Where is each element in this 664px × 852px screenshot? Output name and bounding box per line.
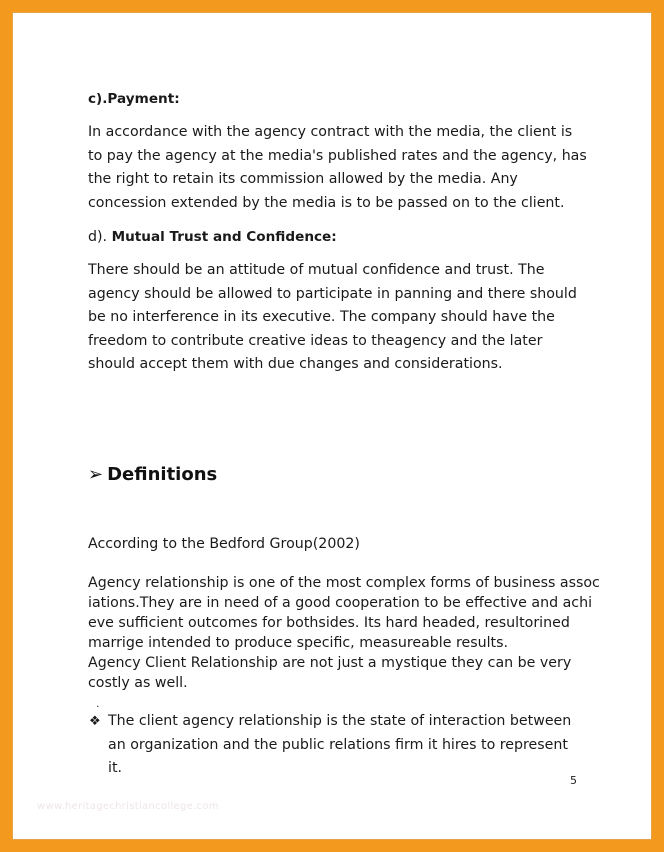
trust-heading-text: Mutual Trust and Confidence: <box>111 229 337 245</box>
definitions-heading <box>88 464 217 485</box>
bullet-text: The client agency relationship is the state of interaction between an organization and the public relations firm it hires to represent it. <box>108 713 572 776</box>
trust-paragraph: There should be an attitude of mutual confidence and trust. The agency should be allowed to participate in panning and there should be no interference in its executive. The company should have the freedom to contribute creative ideas to theagency and the later should accept them with due changes and considerations. <box>88 262 577 372</box>
page-number: 5 <box>570 774 577 787</box>
definitions-line: iations.They are in need of a good cooperation to be effective and achi <box>88 595 593 611</box>
definitions-line: marrige intended to produce specific, measureable results. <box>88 635 508 651</box>
stray-dot: . <box>96 697 100 710</box>
bullet-item <box>89 710 578 781</box>
definitions-line: costly as well. <box>88 675 188 691</box>
trust-heading <box>88 229 337 245</box>
document-page <box>12 12 652 840</box>
diamond-bullet-icon: ❖ <box>89 714 101 729</box>
definitions-line: eve sufficient outcomes for bothsides. Its hard headed, resultorined <box>88 615 570 631</box>
definitions-line: Agency relationship is one of the most complex forms of business assoc <box>88 575 600 591</box>
definitions-source: According to the Bedford Group(2002) <box>88 536 360 552</box>
definitions-line: Agency Client Relationship are not just a mystique they can be very <box>88 655 572 671</box>
definitions-title: Definitions <box>107 464 218 485</box>
watermark: www.heritagechristiancollege.com <box>37 801 219 812</box>
trust-prefix: d). <box>88 229 112 245</box>
arrow-bullet-icon: ➢ <box>88 464 104 485</box>
payment-heading: c).Payment: <box>88 91 180 107</box>
payment-paragraph: In accordance with the agency contract with the media, the client is to pay the agency at the media's published rates and the agency, has the right to retain its commission allowed by the media. Any concession extended by the media is to be passed on to the client. <box>88 124 587 211</box>
definitions-body <box>88 573 608 693</box>
